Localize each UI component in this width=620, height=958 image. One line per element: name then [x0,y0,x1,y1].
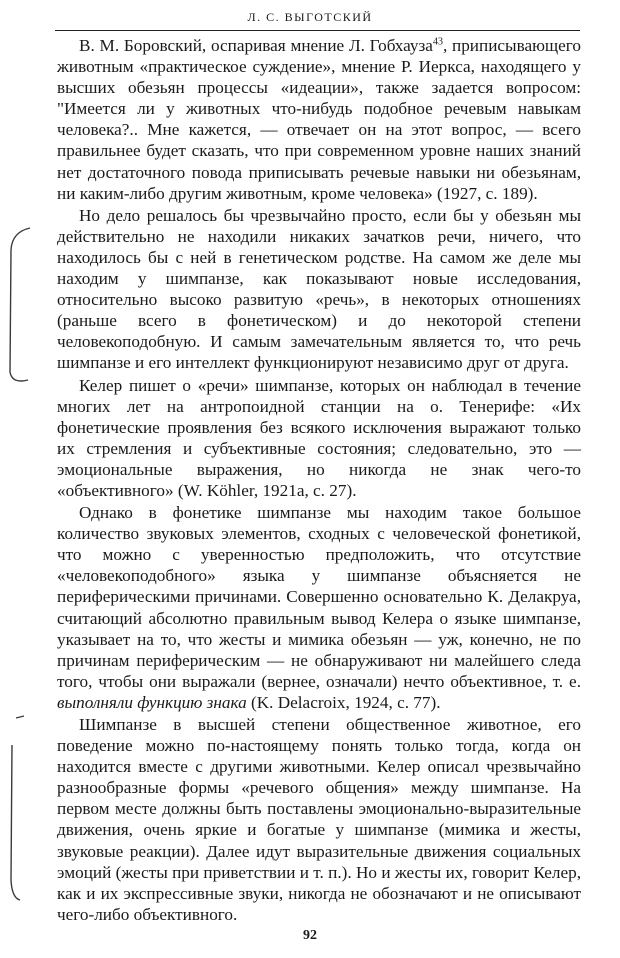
pencil-bracket-1 [10,228,30,381]
text-run: Шимпанзе в высшей степени общественное животное, его поведение можно по-настоящему понять только тогда, когда он находится вместе с другими животными. Келер описал чрезвычайно разнообразные формы «речевого общения» между шимпанзе. На первом месте должны быть поставлены эмоционально-выразительные движения, очень яркие и богатые у шимпанзе (мимика и жесты, звуковые реакции). Далее идут выразительные движения социальных эмоций (жесты при приветствии и т. п.). Но и жесты их, говорит Келер, как и их экспрессивные звуки, никогда не обозначают и не описывают чего-либо объективного. [57,715,581,924]
footnote-marker: 43 [432,36,443,48]
paragraph [57,714,581,925]
page-number: 92 [303,928,317,943]
emphasis-text: выполняли функцию знака [57,692,247,712]
body-text [57,35,581,925]
paragraph [57,502,581,713]
text-run: (K. Delacroix, 1924, с. 77). [246,692,441,712]
running-head: Л. С. ВЫГОТСКИЙ [247,10,373,24]
paragraph [57,205,581,374]
text-run: Но дело решалось бы чрезвычайно просто, если бы у обезьян мы действительно не находили никаких зачатков речи, ничего, что находилось бы с ней в генетическом родстве. На самом же деле мы находим у шимпанзе, как показывают новые исследования, относительно высоко развитую «речь», в некоторых отношениях (раньше всего в фонетическом) и до некоторой степени человекоподобную. И самым замечательным является то, что речь шимпанзе и его интеллект функционируют независимо друг от друга. [57,205,581,373]
paragraph [57,375,581,502]
text-run: , приписывающего животным «практическое суждение», мнение Р. Иеркса, находящего у высших обезьян процессы «идеации», также задается вопросом: "Имеется ли у животных что-нибудь подобное речевым навыкам человека?.. Мне кажется, — отвечает он на этот вопрос, — всего правильнее будет сказать, что при современном уровне наших знаний нет достаточного повода приписывать речевые навыки ни обезьянам, ни каким-либо другим животным, кроме человека» (1927, с. 189). [57,36,582,203]
pencil-margin-marks [0,0,40,958]
pencil-bracket-2 [11,716,24,900]
paragraph [57,35,581,204]
text-run: Однако в фонетике шимпанзе мы находим такое большое количество звуковых элементов, сходных с человеческой фонетикой, что можно с уверенностью предположить, что отсутствие «человекоподобного» языка у шимпанзе объясняется не периферическими причинами. Совершенно основательно К. Делакруа, считающий абсолютно правильным вывод Келера о языке шимпанзе, указывает на то, что жесты и мимика обезьян — уж, конечно, не по причинам периферическим — не обнаруживают ни малейшего следа того, чтобы они выражали (вернее, означали) нечто объективное, т. е. [57,503,581,691]
text-run: Келер пишет о «речи» шимпанзе, которых он наблюдал в течение многих лет на антропоидной станции на о. Тенерифе: «Их фонетические проявления без всякого исключения выражают только их стремления и субъективные состояния; следовательно, это — эмоциональные выражения, но никогда не знак чего-то «объективного» (W. Köhler, 1921a, с. 27). [57,375,581,500]
text-run: В. М. Боровский, оспаривая мнение Л. Гобхауза [79,36,433,55]
header-rule [55,30,580,31]
